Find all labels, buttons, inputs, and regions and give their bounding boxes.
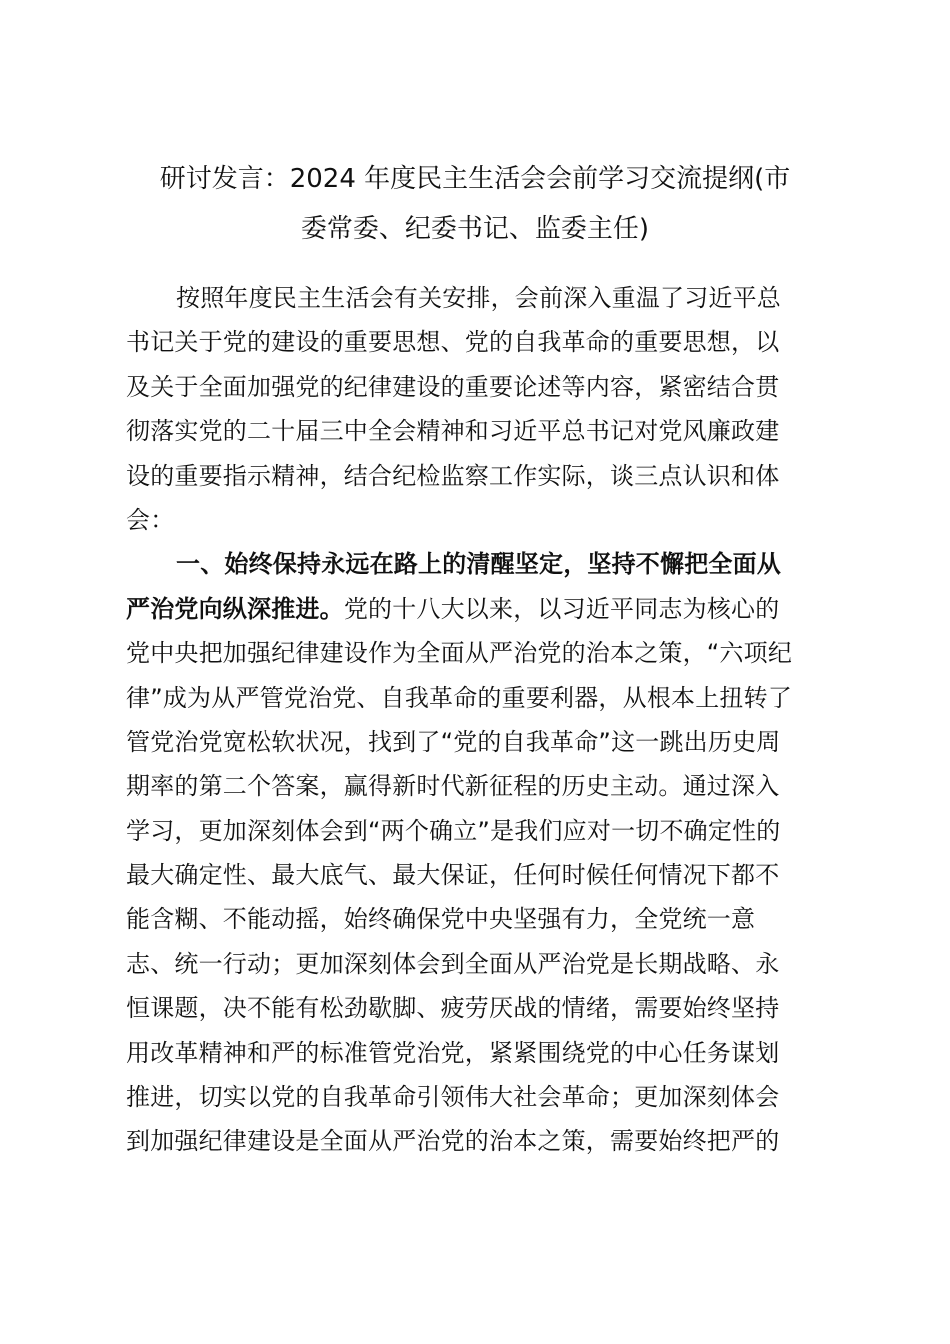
- intro-line: 书记关于党的建设的重要思想、党的自我革命的重要思想，以: [126, 328, 780, 357]
- section-line: 学习，更加深刻体会到“两个确立”是我们应对一切不确定性的: [126, 816, 781, 845]
- section-line: 用改革精神和严的标准管党治党，紧紧围绕党的中心任务谋划: [126, 1038, 780, 1067]
- section-line: 律”成为从严管党治党、自我革命的重要利器，从根本上扭转了: [126, 683, 793, 712]
- section-line: [126, 587, 826, 631]
- section-line: 推进，切实以党的自我革命引领伟大社会革命；更加深刻体会: [126, 1083, 780, 1112]
- section-text: 党的十八大以来，以习近平同志为核心的: [343, 594, 780, 623]
- intro-line: 设的重要指示精神，结合纪检监察工作实际，谈三点认识和体: [126, 461, 780, 490]
- section-heading-text: 一、始终保持永远在路上的清醒坚定，坚持不懈把全面从: [176, 550, 781, 579]
- section-line: 到加强纪律建设是全面从严治党的治本之策，需要始终把严的: [126, 1127, 780, 1156]
- title-line-1: 研讨发言：2024 年度民主生活会会前学习交流提纲(市: [159, 164, 791, 194]
- section-line: 管党治党宽松软状况，找到了“党的自我革命”这一跳出历史周: [126, 727, 781, 756]
- document-body: [126, 276, 826, 1164]
- intro-line: 按照年度民主生活会有关安排，会前深入重温了习近平总: [176, 284, 781, 312]
- section-heading-text: 严治党向纵深推进。: [126, 594, 344, 623]
- section-line: 志、统一行动；更加深刻体会到全面从严治党是长期战略、永: [126, 949, 780, 978]
- section-line: 期率的第二个答案，赢得新时代新征程的历史主动。通过深入: [126, 772, 780, 801]
- title-line-2: 委常委、纪委书记、监委主任): [300, 214, 650, 244]
- intro-line: 及关于全面加强党的纪律建设的重要论述等内容，紧密结合贯: [126, 372, 780, 401]
- section-line: 能含糊、不能动摇，始终确保党中央坚强有力，全党统一意: [126, 905, 756, 934]
- section-line: 最大确定性、最大底气、最大保证，任何时候任何情况下都不: [126, 861, 780, 890]
- section-line: 党中央把加强纪律建设作为全面从严治党的治本之策，“六项纪: [126, 639, 793, 668]
- intro-line: 彻落实党的二十届三中全会精神和习近平总书记对党风廉政建: [126, 417, 780, 446]
- intro-line: 会：: [126, 505, 175, 534]
- section-heading-line: [126, 542, 826, 586]
- document-title: [120, 154, 830, 254]
- section-line: 恒课题，决不能有松劲歇脚、疲劳厌战的情绪，需要始终坚持: [126, 994, 780, 1023]
